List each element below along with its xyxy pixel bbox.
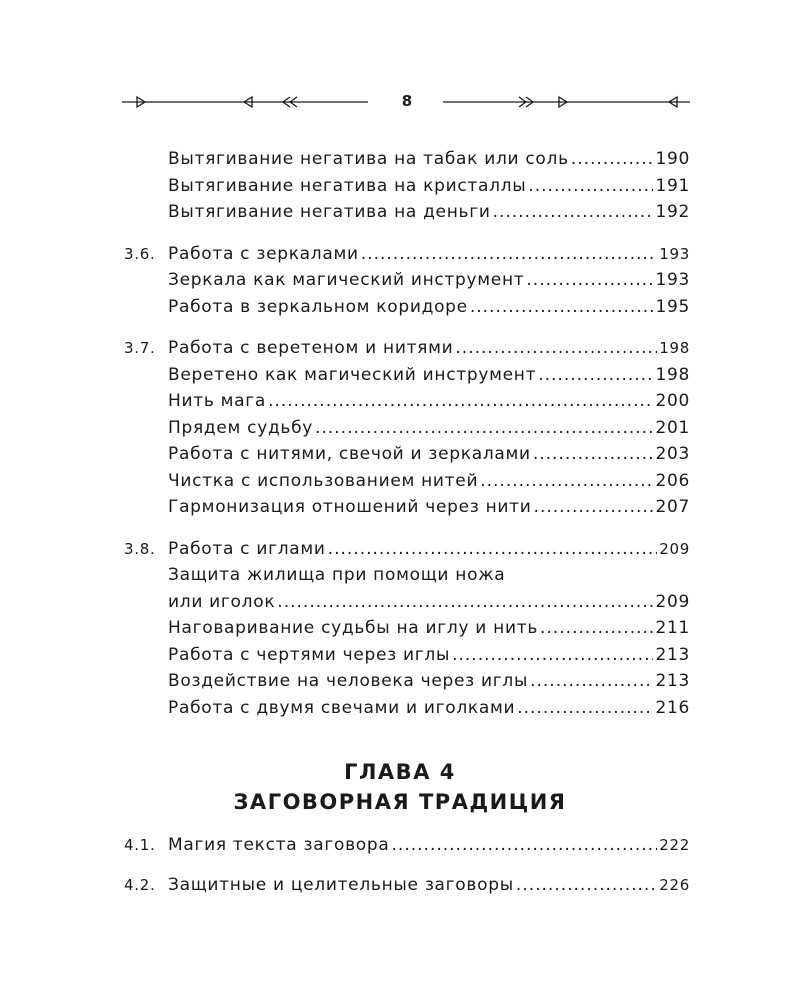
leader-dots — [361, 241, 658, 268]
leader-dots — [268, 388, 653, 415]
entry-title: Воздействие на человека через иглы — [168, 671, 529, 691]
entry-page: 193 — [655, 270, 690, 290]
entry-page: 200 — [655, 391, 690, 411]
toc-entry — [124, 668, 690, 695]
entry-title: Зеркала как магический инструмент — [168, 270, 525, 290]
toc-section — [124, 536, 690, 563]
toc-entry — [124, 267, 690, 294]
section-page: 193 — [659, 244, 690, 263]
toc-entry-line1 — [124, 562, 690, 589]
leader-dots — [392, 832, 658, 859]
section-number: 3.8. — [124, 539, 156, 558]
leader-dots — [530, 668, 653, 695]
leader-dots — [528, 173, 653, 200]
entry-title: Работа с нитями, свечой и зеркалами — [168, 444, 531, 464]
entry-page: 192 — [655, 202, 690, 222]
section-title: Работа с иглами — [168, 538, 326, 559]
section-title: Работа с зеркалами — [168, 243, 359, 264]
section-number: 4.1. — [124, 836, 156, 854]
leader-dots — [328, 536, 658, 563]
section-title: Работа с веретеном и нитями — [168, 338, 454, 358]
toc-entry — [124, 388, 690, 415]
toc-section — [124, 832, 690, 859]
entry-title: Вытягивание негатива на кристаллы — [168, 175, 527, 196]
chapter-heading — [0, 757, 800, 817]
entry-title: Работа в зеркальном коридоре — [168, 296, 468, 317]
leader-dots — [480, 468, 653, 495]
entry-title: Чистка с использованием нитей — [168, 470, 479, 491]
entry-page: 209 — [655, 591, 690, 612]
toc-entry — [124, 642, 690, 669]
entry-page: 207 — [655, 497, 690, 517]
toc-entry — [124, 173, 690, 200]
toc-entry — [124, 494, 690, 521]
toc-section — [124, 241, 690, 268]
toc-entry — [124, 415, 690, 442]
entry-page: 198 — [655, 364, 690, 385]
section-page: 209 — [659, 539, 690, 558]
toc-entry — [124, 695, 690, 722]
entry-title: Работа с двумя свечами и иголками — [168, 697, 516, 718]
section-page: 226 — [659, 875, 690, 894]
section-number: 3.6. — [124, 244, 156, 263]
toc-section — [124, 335, 690, 362]
chapter-label: ГЛАВА 4 — [344, 760, 456, 784]
toc-entry — [124, 362, 690, 389]
chapter-title: ЗАГОВОРНАЯ ТРАДИЦИЯ — [233, 790, 567, 814]
entry-title: Защита жилища при помощи ножа — [168, 565, 506, 585]
entry-page: 213 — [655, 644, 690, 665]
entry-page: 201 — [655, 417, 690, 438]
toc-entry — [124, 589, 690, 616]
entry-title: Нить мага — [168, 391, 267, 411]
leader-dots — [277, 589, 653, 616]
toc-entry — [124, 441, 690, 468]
entry-page: 216 — [655, 697, 690, 718]
entry-page: 195 — [655, 296, 690, 317]
entry-title: Гармонизация отношений через нити — [168, 497, 532, 517]
chapter-toc — [124, 832, 690, 898]
entry-title: Веретено как магический инструмент — [168, 364, 537, 385]
section-page: 198 — [659, 339, 690, 357]
entry-page: 206 — [655, 470, 690, 491]
entry-title: Вытягивание негатива на табак или соль — [168, 149, 569, 169]
page-number: 8 — [401, 92, 413, 110]
leader-dots — [534, 494, 654, 521]
leader-dots — [470, 294, 654, 321]
leader-dots — [452, 642, 653, 669]
section-page: 222 — [659, 836, 690, 854]
toc-list — [124, 146, 690, 721]
toc-entry — [124, 199, 690, 226]
leader-dots — [538, 362, 653, 389]
entry-title: Наговаривание судьбы на иглу и нить — [168, 618, 539, 638]
leader-dots — [517, 695, 653, 722]
toc-section — [124, 872, 690, 899]
leader-dots — [455, 335, 657, 362]
entry-page: 190 — [655, 149, 690, 169]
toc-entry — [124, 615, 690, 642]
entry-page: 213 — [655, 671, 690, 691]
leader-dots — [533, 441, 654, 468]
leader-dots — [315, 415, 653, 442]
entry-title: Прядем судьбу — [168, 417, 314, 438]
entry-page: 211 — [655, 618, 690, 638]
leader-dots — [526, 267, 653, 294]
toc-entry — [124, 468, 690, 495]
toc-entry — [124, 294, 690, 321]
section-title: Магия текста заговора — [168, 835, 390, 855]
entry-page: 191 — [655, 175, 690, 196]
section-number: 3.7. — [124, 339, 156, 357]
leader-dots — [493, 199, 654, 226]
leader-dots — [540, 615, 653, 642]
entry-title: Работа с чертями через иглы — [168, 644, 451, 665]
entry-title: Вытягивание негатива на деньги — [168, 202, 491, 222]
toc-entry — [124, 146, 690, 173]
section-title: Защитные и целительные заговоры — [168, 874, 514, 895]
entry-title: или иголок — [168, 591, 276, 612]
leader-dots — [516, 872, 657, 899]
page-header — [122, 88, 692, 116]
entry-page: 203 — [655, 444, 690, 464]
section-number: 4.2. — [124, 875, 156, 894]
leader-dots — [571, 146, 654, 173]
